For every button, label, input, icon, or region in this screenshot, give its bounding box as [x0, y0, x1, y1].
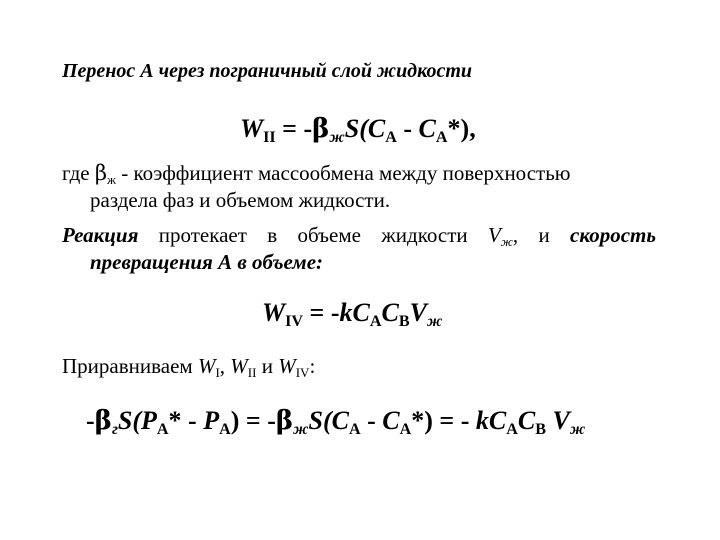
eq2-cb: C: [381, 298, 399, 327]
eq1-w-sub: II: [263, 128, 276, 146]
eq3-p1: P: [141, 406, 157, 435]
eq3-beta-g: β: [94, 406, 112, 436]
para3-prefix: Приравниваем: [62, 354, 198, 378]
para3-w1: W: [197, 354, 216, 378]
para2-volume: [488, 222, 518, 249]
para3-w2: W: [230, 354, 248, 378]
eq2-eq-sign: = -: [303, 298, 340, 327]
paragraph-3: [62, 353, 315, 380]
paragraph-2-line-2: превращения А в объеме:: [90, 250, 324, 274]
eq1-beta: β: [312, 114, 330, 144]
para2-v: V: [487, 223, 501, 247]
eq1-eq-sign: = -: [275, 114, 313, 143]
eq3-cb-sub: B: [535, 420, 546, 438]
eq2-k: k: [339, 298, 353, 327]
eq2-v-sub: ж: [426, 312, 443, 330]
para2-word-3: в: [267, 223, 278, 247]
eq1-tail: *),: [447, 114, 476, 143]
eq3-s1: S(: [117, 406, 142, 435]
eq3-cb: C: [517, 406, 536, 435]
equation-balance: [86, 406, 585, 436]
eq1-w: W: [240, 114, 264, 143]
eq3-v: V: [552, 406, 570, 435]
eq2-v: V: [409, 298, 427, 327]
para2-word-6: и: [538, 223, 550, 247]
para3-w3-sub: IV: [295, 364, 310, 380]
eq3-k: k: [475, 406, 489, 435]
para3-colon: :: [309, 354, 316, 378]
para2-v-sub: ж: [500, 233, 513, 249]
equation-w-iv: [262, 298, 442, 328]
eq2-ca-sub: A: [369, 312, 382, 330]
paragraph-1-line-1: [62, 160, 570, 187]
eq3-beta-l-sub: ж: [293, 420, 309, 438]
eq3-mid: ) = -: [230, 406, 276, 435]
eq3-c1-sub: A: [348, 420, 361, 438]
eq2-ca: C: [352, 298, 370, 327]
paragraph-1-line-2: раздела фаз и объемом жидкости.: [90, 188, 391, 212]
equation-w-ii: [240, 114, 476, 144]
eq1-minus: -: [396, 114, 419, 143]
para2-word-speed: скорость: [570, 223, 656, 247]
eq3-p2-sub: A: [219, 420, 231, 438]
eq1-c2-sub: A: [435, 128, 448, 146]
para1-beta: β: [94, 161, 107, 185]
eq3-ca: C: [488, 406, 507, 435]
eq1-c1-sub: A: [385, 128, 397, 146]
eq3-p1-sub: A: [156, 420, 169, 438]
para3-w3: W: [278, 354, 296, 378]
para1-prefix: где: [62, 161, 95, 185]
para3-sep1: ,: [219, 354, 231, 378]
para3-sep2: и: [256, 354, 279, 378]
eq3-c2: C: [382, 406, 400, 435]
para2-comma: ,: [512, 223, 519, 247]
para2-word-2: протекает: [158, 223, 247, 247]
eq3-beta-l: β: [275, 406, 294, 436]
eq2-w-sub: IV: [285, 312, 304, 330]
para3-w2-sub: II: [247, 364, 257, 380]
eq3-v-sub: ж: [569, 420, 586, 438]
eq3-c2-tail: *) = -: [411, 406, 476, 435]
eq3-minus: -: [360, 406, 383, 435]
eq3-c2-sub: A: [399, 420, 412, 438]
para2-word-4: объеме: [297, 223, 361, 247]
eq1-c1: C: [367, 114, 386, 143]
para1-rest: - коэффициент массообмена между поверхностью: [115, 161, 571, 185]
eq3-p1-tail: * -: [168, 406, 204, 435]
eq3-s2: S(: [308, 406, 332, 435]
para2-word-reaction: Реакция: [62, 223, 139, 247]
para1-beta-sub: ж: [106, 171, 116, 187]
para2-word-5: жидкости: [381, 223, 468, 247]
para3-w1-sub: I: [215, 364, 220, 380]
eq3-beta-g-sub: г: [111, 420, 118, 438]
eq3-lead: -: [86, 406, 95, 435]
eq3-c1: C: [331, 406, 349, 435]
eq2-w: W: [262, 298, 286, 327]
eq3-ca-sub: A: [506, 420, 518, 438]
paragraph-2-line-1: [62, 222, 656, 249]
eq3-p2: P: [203, 406, 220, 435]
eq1-beta-sub: ж: [329, 128, 345, 146]
eq1-s-open: S(: [344, 114, 368, 143]
slide-heading: Перенос А через пограничный слой жидкости: [62, 60, 473, 82]
eq2-cb-sub: B: [398, 312, 410, 330]
eq1-c2: C: [418, 114, 436, 143]
